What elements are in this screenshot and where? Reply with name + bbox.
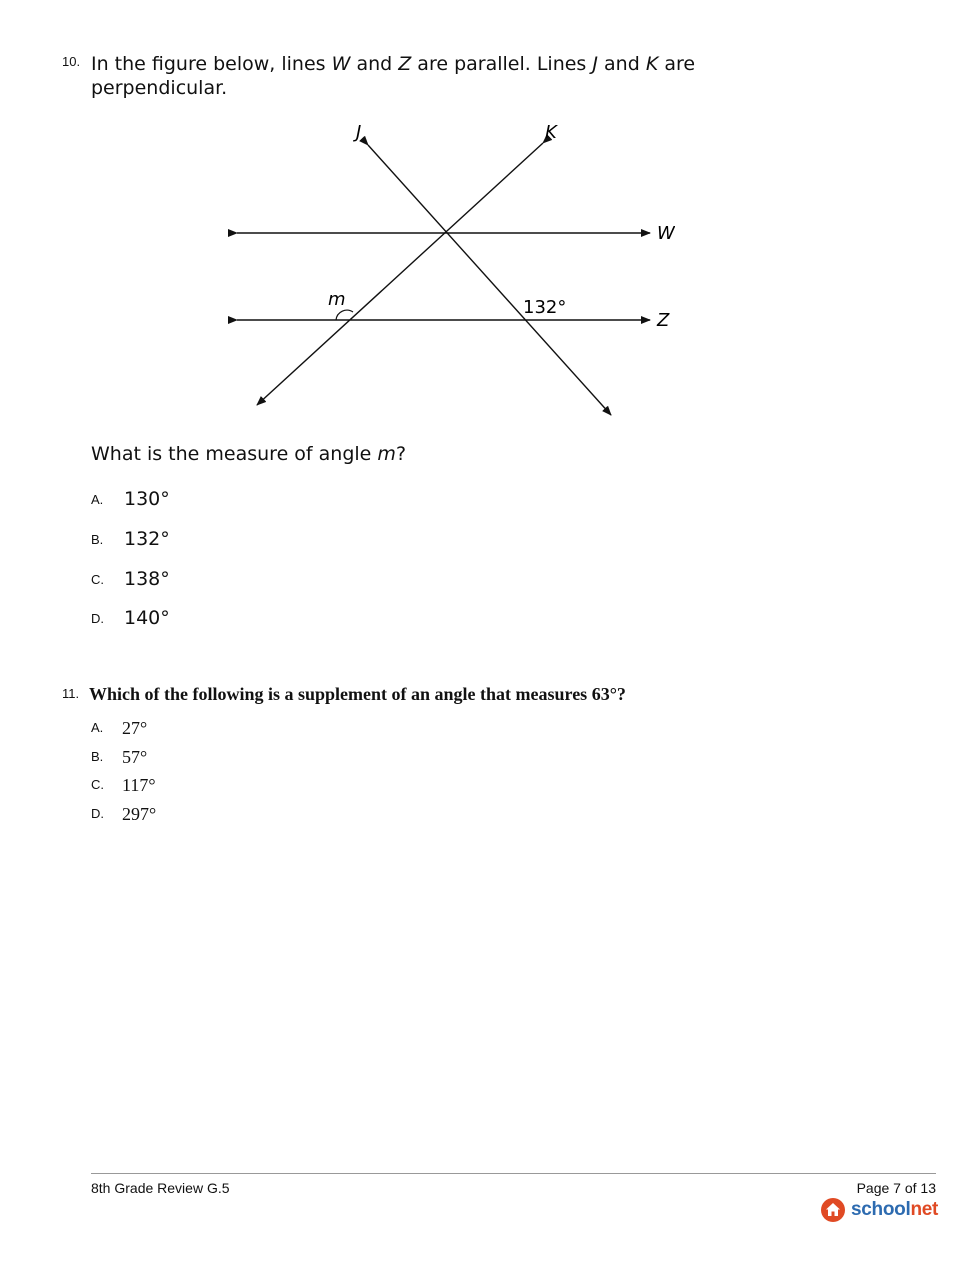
choice-letter: C. (91, 572, 104, 587)
question-10-number: 10. (62, 54, 81, 69)
parallel-lines-figure (225, 115, 675, 425)
choice-letter: A. (91, 492, 104, 507)
label-given-angle: 132° (523, 297, 567, 318)
choice-letter: C. (91, 777, 104, 792)
choice-letter: A. (91, 720, 104, 735)
question-11-text: Which of the following is a supplement of an angle that measures 63°? (89, 684, 626, 704)
question-11-number: 11. (62, 686, 80, 701)
choice-value: 27° (122, 718, 148, 738)
footer-page-number: Page 7 of 13 (856, 1180, 936, 1196)
label-angle-m: m (328, 289, 346, 310)
question-10-prompt: What is the measure of angle m? (91, 443, 407, 465)
choice-value: 140° (124, 607, 170, 629)
house-icon (820, 1197, 846, 1223)
choice-value: 297° (122, 804, 157, 824)
label-j: J (356, 122, 362, 143)
line-j (368, 145, 611, 415)
schoolnet-logo (820, 1197, 938, 1223)
label-z: Z (657, 310, 670, 331)
footer-title: 8th Grade Review G.5 (91, 1180, 230, 1196)
choice-letter: B. (91, 749, 104, 764)
label-k: K (545, 122, 557, 143)
question-10-text: In the figure below, lines W and Z are parallel. Lines J and K are perpendicular. (91, 53, 696, 99)
footer-divider (91, 1173, 936, 1174)
choice-value: 117° (122, 775, 156, 795)
line-k (257, 143, 543, 405)
choice-value: 130° (124, 488, 170, 510)
choice-letter: B. (91, 532, 104, 547)
logo-wordmark: schoolnet (851, 1199, 939, 1220)
choice-value: 57° (122, 747, 148, 767)
choice-value: 132° (124, 528, 170, 550)
choice-letter: D. (91, 611, 104, 626)
choice-value: 138° (124, 568, 170, 590)
label-w: W (657, 223, 675, 244)
choice-letter: D. (91, 806, 104, 821)
